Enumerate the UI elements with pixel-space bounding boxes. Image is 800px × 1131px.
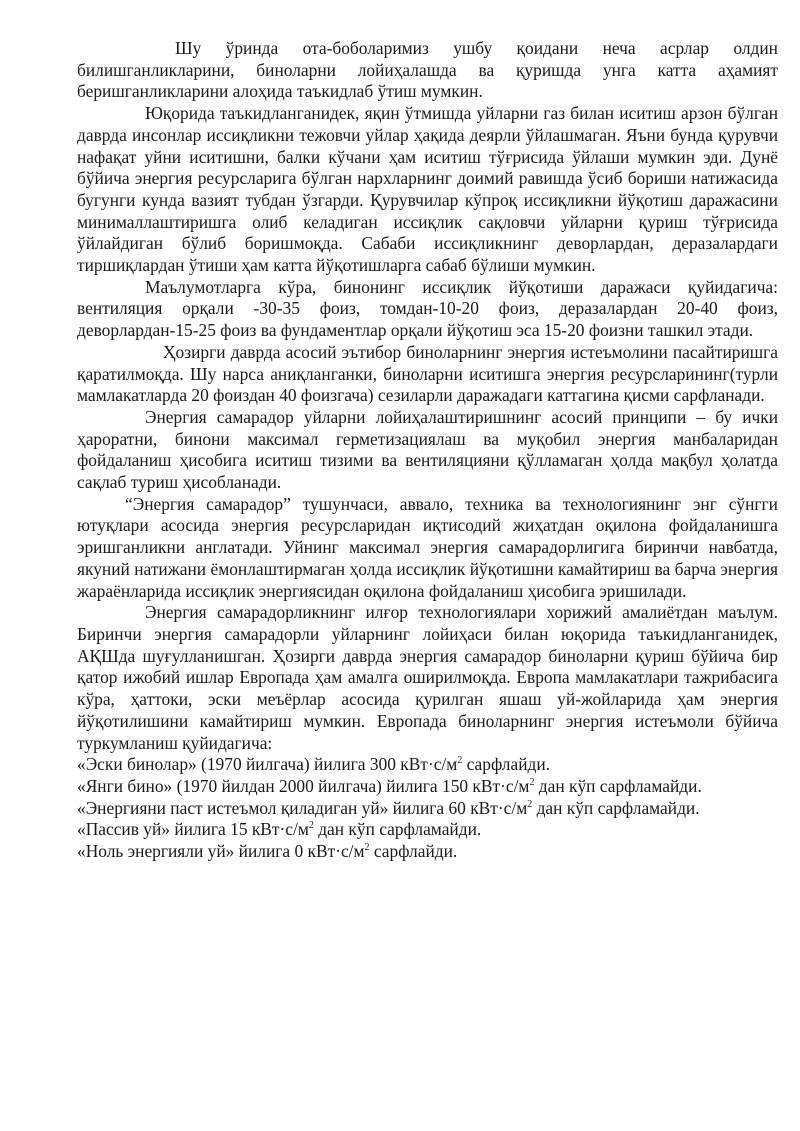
list-item	[77, 841, 778, 863]
list-item	[77, 819, 778, 841]
paragraph-7: Энергия самарадорликнинг илғор технологиялари хорижий амалиётдан маълум. Биринчи энергия самарадорли уйларнинг лойиҳаси билан юқорида таъкидланганидек, АҚШда шуғулланишган. Ҳозирги даврда энергия самарадор биноларни қуриш бўйича бир қатор ижобий ишлар Европада ҳам амалга оширилмоқда. Европа мамлакатлари тажрибасига кўра, ҳаттоки, эски меъёрлар асосида қурилган яшаш уй-жойларида ҳам энергия йўқотилишини камайтириш мумкин. Европада биноларнинг энергия истеъмоли бўйича туркумланиш қуйидагича:	[77, 602, 778, 753]
paragraph-5: Энергия самарадор уйларни лойиҳалаштиришнинг асосий принципи – бу ички ҳароратни, бинони максимал герметизациялаш ва муқобил энергия манбаларидан фойдаланиш ҳисобига иситиш тизими ва вентиляцияни қўлламаган ҳолда мақбул ҳолатда сақлаб туриш ҳисобланади.	[77, 406, 778, 493]
list-item	[77, 776, 778, 798]
paragraph-1: Шу ўринда ота-боболаримиз ушбу қоидани неча асрлар олдин билишганликларини, биноларни лойиҳалашда ва қуришда унга катта аҳамият беришганликларини алоҳида таъкидлаб ўтиш мумкин.	[77, 38, 778, 102]
list-item-text: «Эски бинолар» (1970 йилгача) йилига 300 кВт·с/м	[77, 754, 458, 775]
list-item-tail: сарфлайди.	[462, 754, 550, 775]
list-item	[77, 798, 778, 820]
list-item	[77, 754, 778, 776]
superscript: 2	[457, 755, 463, 767]
list-item-tail: дан кўп сарфламайди.	[532, 797, 700, 818]
list-item-tail: дан кўп сарфламайди.	[313, 819, 482, 840]
paragraph-2: Юқорида таъкидланганидек, яқин ўтмишда уйларни газ билан иситиш арзон бўлган даврда инсонлар иссиқликни тежовчи уйлар ҳақида деярли ўйлашмаган. Яъни бунда қурувчи нафақат уйни иситишни, балки кўчани ҳам иситиш тўғрисида ўйлаши мумкин эди. Дунё бўйича энергия ресурсларига бўлган нархларнинг доимий равишда ўсиб бориши натижасида бугунги кунда вазият тубдан ўзгарди. Қурувчилар кўпроқ иссиқликни йўқотиш даражасини минималлаштиришга олиб келадиган иссиқлик сақловчи уйларни қуриш тўғрисида ўйлайдиган бўлиб боришмоқда. Сабаби иссиқликнинг деворлардан, деразалардаги тиршиқлардан ўтиши ҳам катта йўқотишларга сабаб бўлиши мумкин.	[77, 103, 778, 276]
superscript: 2	[529, 777, 535, 789]
list-item-text: «Янги бино» (1970 йилдан 2000 йилгача) йилига 150 кВт·с/м	[77, 775, 530, 796]
list-item-text: «Ноль энергияли уй» йилига 0 кВт·с/м	[77, 841, 365, 862]
paragraph-3: Маълумотларга кўра, бинонинг иссиқлик йўқотиши даражаси қуйидагича: вентиляция орқали -30-35 фоиз, томдан-10-20 фоиз, деразалардан 20-40 фоиз, деворлардан-15-25 фоиз ва фундаментлар орқали йўқотиш эса 15-20 фоизни ташкил этади.	[77, 276, 778, 341]
list-item-text: «Энергияни паст истеъмол қиладиган уй» йилига 60 кВт·с/м	[77, 797, 528, 818]
list-item-tail: дан кўп сарфламайди.	[534, 775, 702, 796]
superscript: 2	[527, 798, 533, 810]
paragraph-6: “Энергия самарадор” тушунчаси, аввало, техника ва технологиянинг энг сўнгги ютуқлари асосида энергия ресурсларидан иқтисодий жиҳатдан оқилона фойдаланишга эришганликни англатади. Уйнинг максимал энергия самарадорлигига биринчи навбатда, якуний натижани ёмонлаштирмаган ҳолда иссиқлик йўқотишни камайтириш ва барча энергия жараёнларида иссиқлик энергиясидан оқилона фойдаланиш ҳисобига эришилади.	[77, 493, 778, 601]
paragraph-4: Ҳозирги даврда асосий эътибор биноларнинг энергия истеъмолини пасайтиришга қаратилмоқда. Шу нарса аниқланганки, биноларни иситишга энергия ресурсларининг(турли мамлакатларда 20 фоиздан 40 фоизгача) сезиларли даражадаги каттагина қисми сарфланади.	[77, 341, 778, 406]
superscript: 2	[308, 820, 314, 832]
list-item-tail: сарфлайди.	[369, 841, 458, 862]
list-item-text: «Пассив уй» йилига 15 кВт·с/м	[77, 819, 309, 840]
superscript: 2	[364, 842, 370, 854]
